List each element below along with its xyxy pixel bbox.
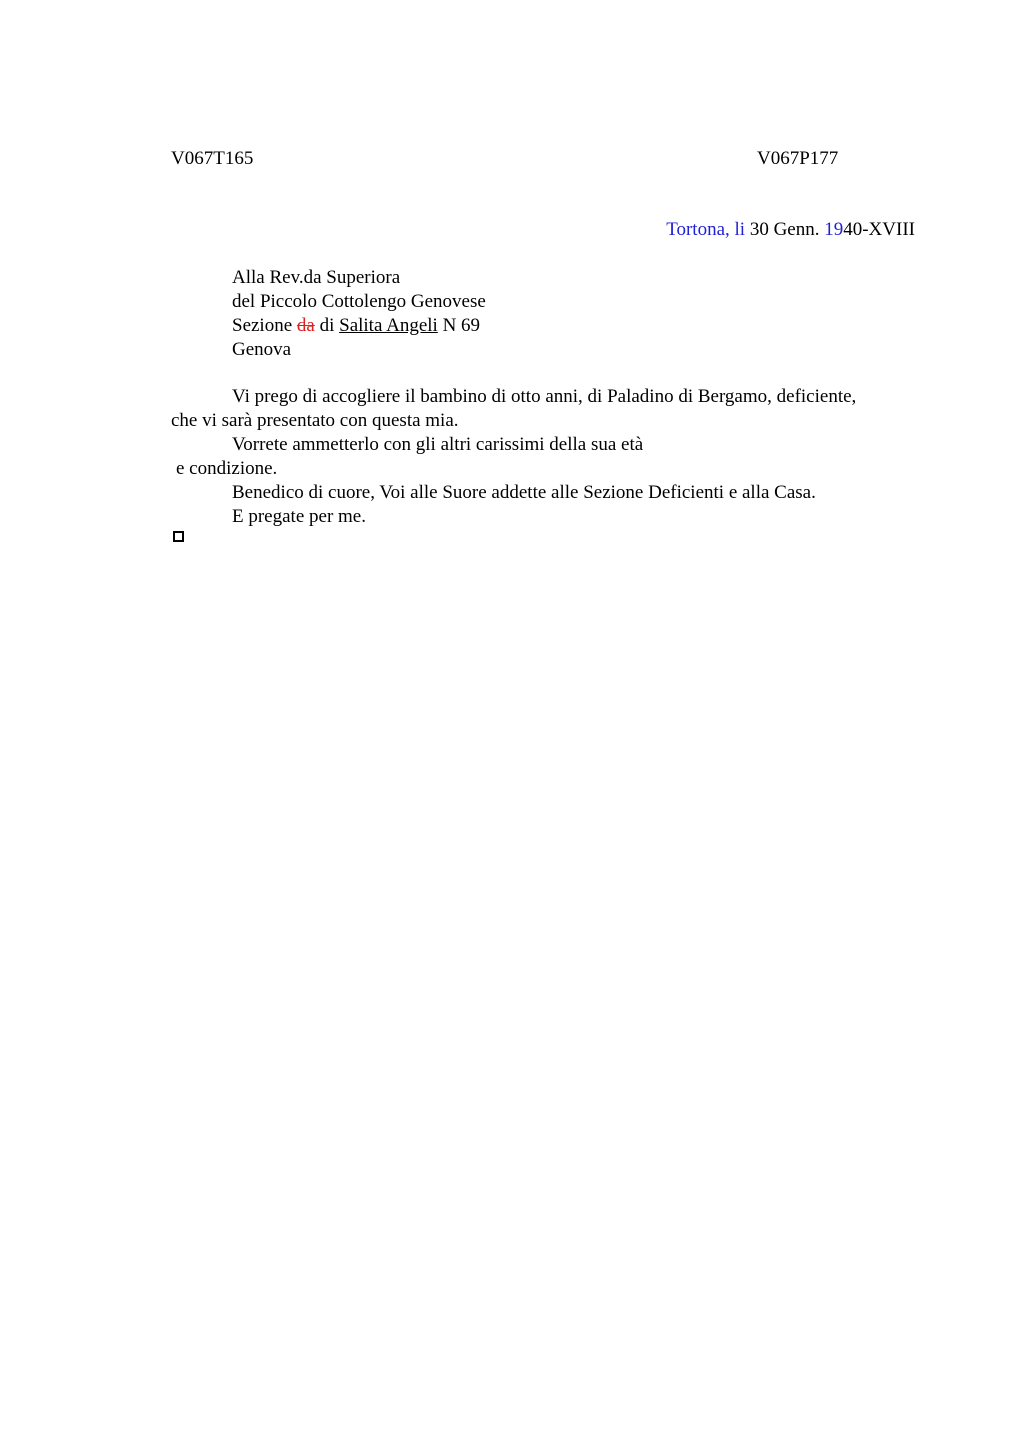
struck-word: da xyxy=(296,315,315,336)
dateline-year-suffix: 40-XVIII xyxy=(843,219,915,240)
address-line-3-start: Sezione xyxy=(232,315,297,336)
paragraph-2-line-1: Vorrete ammetterlo con gli altri carissimi della sua età xyxy=(232,434,644,455)
paragraph-3: Benedico di cuore, Voi alle Suore addette alle Sezione Deficienti e alla Casa. xyxy=(232,482,816,503)
dateline-year-prefix: 19 xyxy=(824,219,844,240)
address-line-2: del Piccolo Cottolengo Genovese xyxy=(232,291,486,312)
letter-body xyxy=(171,385,931,529)
paragraph-1-line-2: che vi sarà presentato con questa mia. xyxy=(171,410,459,431)
dateline xyxy=(666,218,915,242)
address-line-3-mid: di xyxy=(314,315,340,336)
document-ref-right: V067P177 xyxy=(757,148,839,169)
paragraph-4: E pregate per me. xyxy=(232,506,366,527)
paragraph-2-line-2: e condizione. xyxy=(176,458,278,479)
address-line-3-end: N 69 xyxy=(437,315,481,336)
recipient-address xyxy=(232,266,486,362)
square-box-icon xyxy=(173,531,184,542)
paragraph-1-line-1: Vi prego di accogliere il bambino di otto anni, di Paladino di Bergamo, deficiente, xyxy=(232,386,857,407)
dateline-day-month: 30 Genn. xyxy=(745,219,825,240)
underlined-street: Salita Angeli xyxy=(339,315,438,336)
address-line-3 xyxy=(232,314,486,338)
address-line-1: Alla Rev.da Superiora xyxy=(232,267,401,288)
dateline-place: Tortona, li xyxy=(666,219,746,240)
address-line-4: Genova xyxy=(232,339,292,360)
document-ref-left: V067T165 xyxy=(171,148,254,169)
